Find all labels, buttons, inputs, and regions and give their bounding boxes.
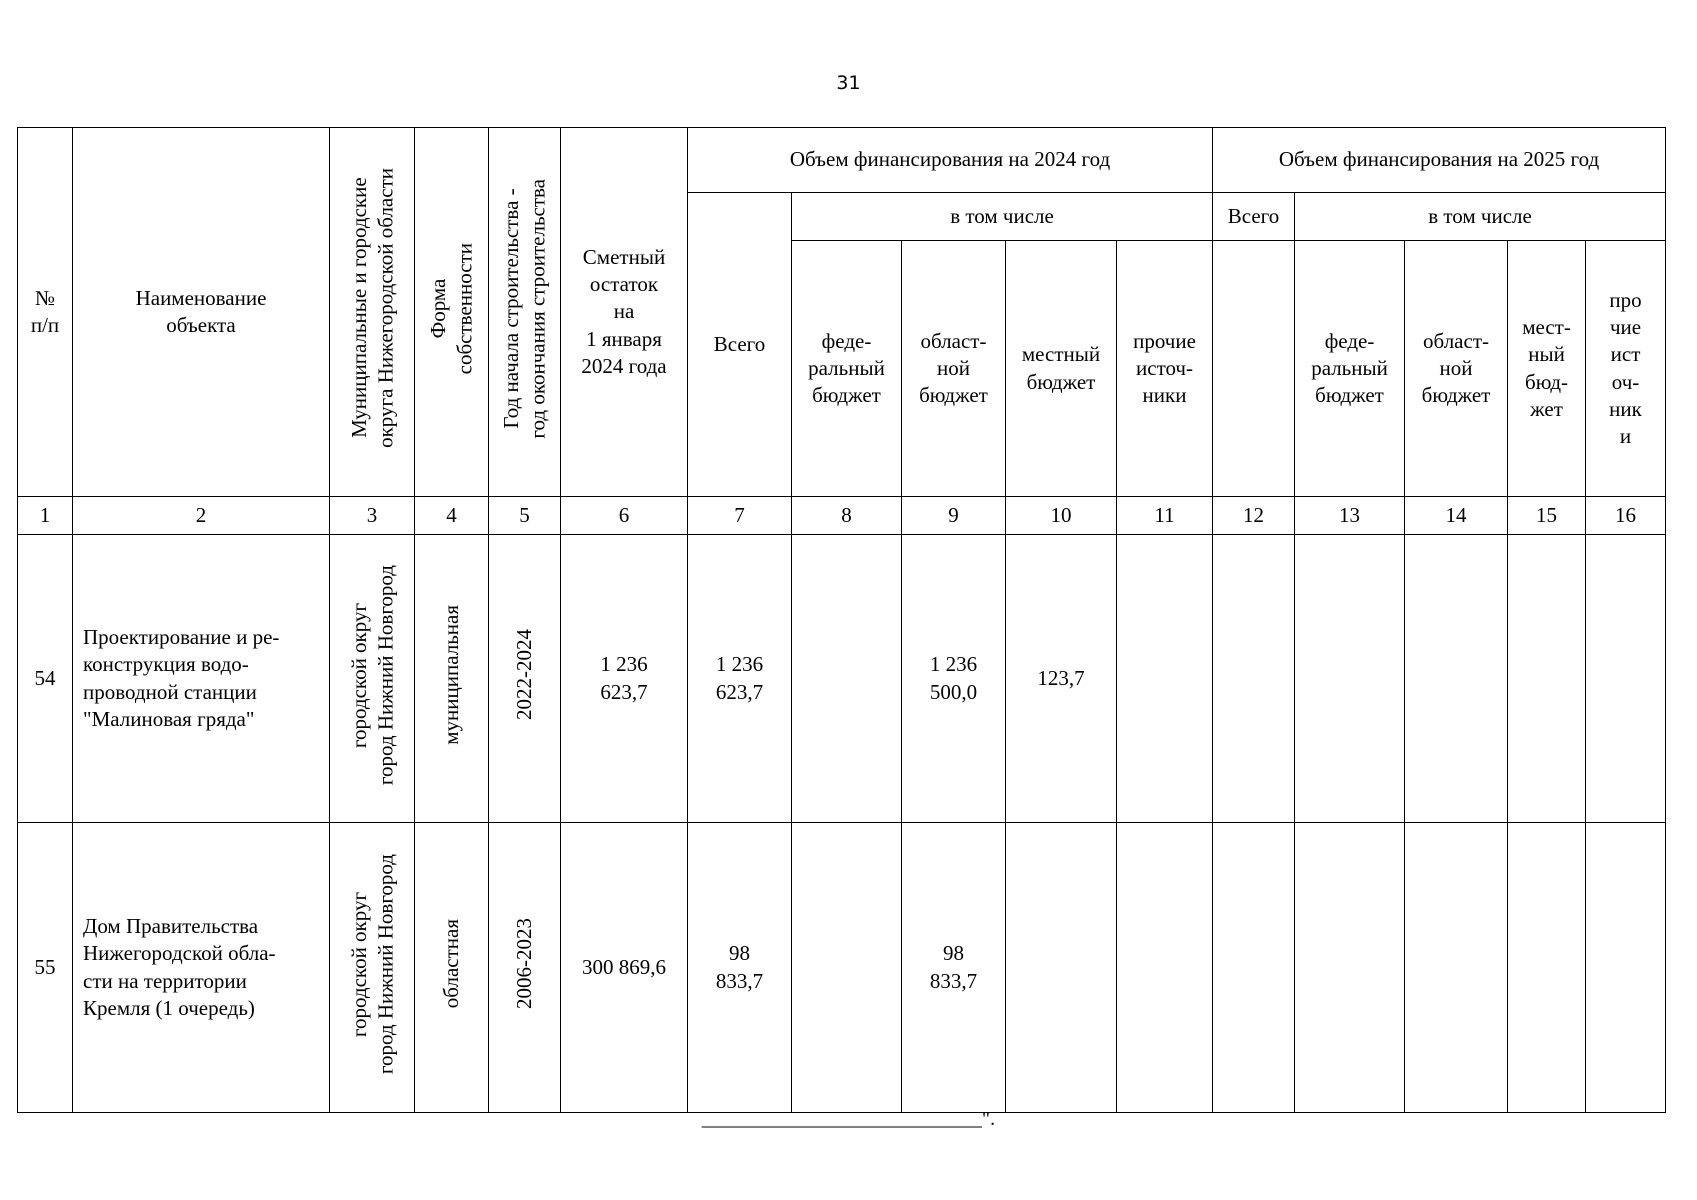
header-including-2025: в том числе: [1295, 193, 1666, 241]
municipality-cell: [330, 535, 415, 823]
municipality: городской округ город Нижний Новгород: [346, 564, 397, 785]
header-municipality: Муниципальные и городские округа Нижегородской области: [346, 168, 397, 449]
ownership-cell: [415, 535, 489, 823]
local-2025: [1508, 823, 1586, 1113]
total-2025: [1213, 823, 1295, 1113]
local-2024: [1006, 823, 1117, 1113]
local-2025: [1508, 535, 1586, 823]
col-number: 7: [688, 497, 792, 535]
header-other-2025: про чие ист оч- ник и: [1586, 241, 1666, 497]
total-2025: [1213, 535, 1295, 823]
col-number: 6: [561, 497, 688, 535]
ownership: областная: [439, 919, 464, 1009]
table-row: [18, 535, 1666, 823]
col-number: 8: [792, 497, 902, 535]
header-fin-2024: Объем финансирования на 2024 год: [688, 128, 1213, 193]
header-local-2025: мест- ный бюд- жет: [1508, 241, 1586, 497]
header-total-2024: Всего: [688, 193, 792, 497]
federal-2025: [1295, 823, 1405, 1113]
other-2024: [1117, 823, 1213, 1113]
header-blank-2025: [1213, 241, 1295, 497]
page-number: 31: [836, 72, 861, 94]
col-number: 2: [73, 497, 330, 535]
header-municipality-cell: [330, 128, 415, 497]
header-ownership-cell: [415, 128, 489, 497]
header-num: № п/п: [18, 128, 73, 497]
municipality: городской округ город Нижний Новгород: [346, 853, 397, 1074]
col-number: 5: [489, 497, 561, 535]
header-fin-2025: Объем финансирования на 2025 год: [1213, 128, 1666, 193]
col-number: 13: [1295, 497, 1405, 535]
header-regional-2025: област- ной бюджет: [1405, 241, 1508, 497]
header-regional-2024: област- ной бюджет: [902, 241, 1006, 497]
total-2024: 98 833,7: [688, 823, 792, 1113]
regional-2025: [1405, 823, 1508, 1113]
table-row: [18, 823, 1666, 1113]
col-number: 15: [1508, 497, 1586, 535]
header-federal-2024: феде- ральный бюджет: [792, 241, 902, 497]
col-number: 9: [902, 497, 1006, 535]
col-number: 1: [18, 497, 73, 535]
other-2024: [1117, 535, 1213, 823]
header-ownership: Форма собственности: [426, 242, 477, 375]
header-years: Год начала строительства - год окончания строительства: [499, 178, 550, 439]
header-name: Наименование объекта: [73, 128, 330, 497]
column-number-row: [18, 497, 1666, 535]
other-2025: [1586, 823, 1666, 1113]
regional-2025: [1405, 535, 1508, 823]
col-number: 10: [1006, 497, 1117, 535]
row-num: 54: [18, 535, 73, 823]
header-local-2024: местный бюджет: [1006, 241, 1117, 497]
header-federal-2025: феде- ральный бюджет: [1295, 241, 1405, 497]
years: 2006-2023: [512, 918, 537, 1010]
header-estimate: Сметный остаток на 1 января 2024 года: [561, 128, 688, 497]
federal-2024: [792, 823, 902, 1113]
col-number: 14: [1405, 497, 1508, 535]
regional-2024: 1 236 500,0: [902, 535, 1006, 823]
object-name: Проектирование и ре- конструкция водо- проводной станции "Малиновая гряда": [73, 535, 330, 823]
col-number: 12: [1213, 497, 1295, 535]
col-number: 3: [330, 497, 415, 535]
years-cell: [489, 823, 561, 1113]
estimate: 1 236 623,7: [561, 535, 688, 823]
ownership-cell: [415, 823, 489, 1113]
years: 2022-2024: [512, 629, 537, 721]
federal-2025: [1295, 535, 1405, 823]
total-2024: 1 236 623,7: [688, 535, 792, 823]
col-number: 16: [1586, 497, 1666, 535]
header-including-2024: в том числе: [792, 193, 1213, 241]
federal-2024: [792, 535, 902, 823]
col-number: 4: [415, 497, 489, 535]
object-name: Дом Правительства Нижегородской обла- сти на территории Кремля (1 очередь): [73, 823, 330, 1113]
municipality-cell: [330, 823, 415, 1113]
regional-2024: 98 833,7: [902, 823, 1006, 1113]
ownership: муниципальная: [439, 604, 464, 745]
closing-line: ____________________________".: [701, 1108, 996, 1130]
other-2025: [1586, 535, 1666, 823]
header-total-2025: Всего: [1213, 193, 1295, 241]
financing-table: [17, 127, 1666, 1113]
col-number: 11: [1117, 497, 1213, 535]
estimate: 300 869,6: [561, 823, 688, 1113]
header-other-2024: прочие источ- ники: [1117, 241, 1213, 497]
local-2024: 123,7: [1006, 535, 1117, 823]
row-num: 55: [18, 823, 73, 1113]
header-years-cell: [489, 128, 561, 497]
years-cell: [489, 535, 561, 823]
